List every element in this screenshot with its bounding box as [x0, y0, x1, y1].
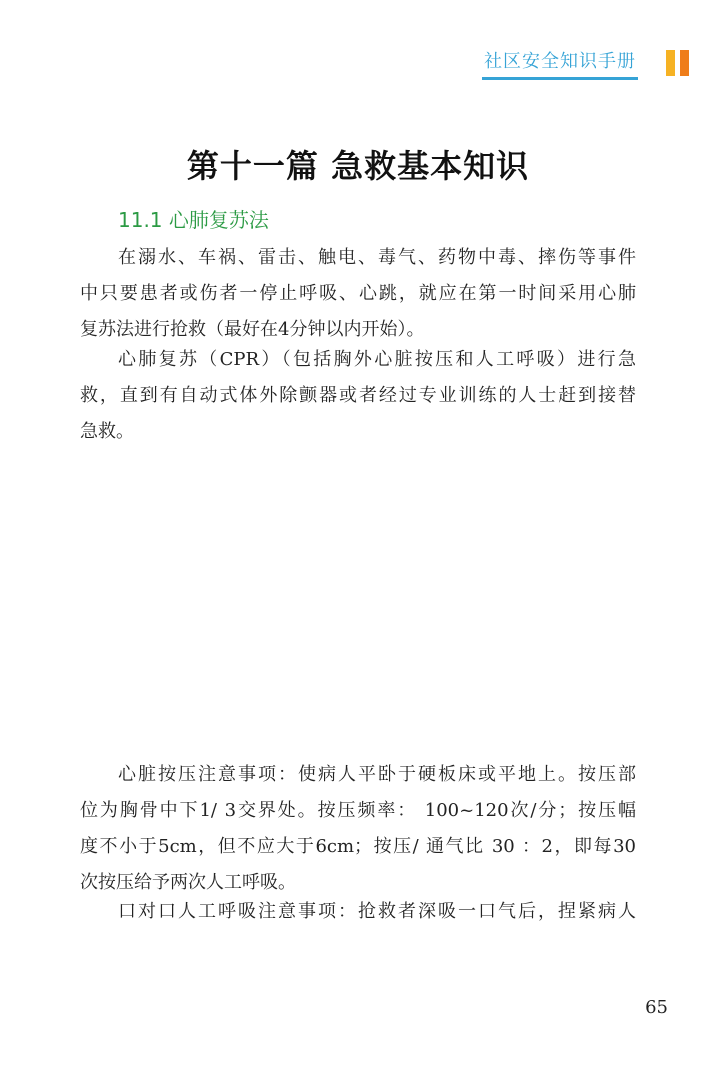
- yellow-bar: [666, 50, 675, 76]
- paragraph-2: [80, 342, 636, 450]
- paragraph-line: 次按压给予两次人工呼吸。: [80, 872, 296, 893]
- section-heading: 11.1 心肺复苏法: [118, 208, 269, 232]
- chapter-title: 第十一篇 急救基本知识: [186, 147, 530, 185]
- paragraph-3: [80, 757, 636, 901]
- paragraph-line: 口对口人工呼吸注意事项：抢救者深吸一口气后，捏紧病人: [118, 901, 636, 922]
- paragraph-line: 救，直到有自动式体外除颤器或者经过专业训练的人士赶到接替: [80, 385, 636, 406]
- paragraph-line: 在溺水、车祸、雷击、触电、毒气、药物中毒、摔伤等事件: [118, 247, 636, 268]
- paragraph-line: 度不小于5cm，但不应大于6cm；按压/ 通气比 30 ：2，即每30: [80, 836, 636, 857]
- paragraph-line: 心肺复苏（CPR）（包括胸外心脏按压和人工呼吸）进行急: [118, 349, 636, 370]
- paragraph-line: 位为胸骨中下1/ 3交界处。按压频率： 100~120次/分；按压幅: [80, 800, 636, 821]
- running-header: [482, 44, 638, 80]
- paragraph-line: 中只要患者或伤者一停止呼吸、心跳，就应在第一时间采用心肺: [80, 283, 636, 304]
- paragraph-line: 急救。: [80, 421, 134, 442]
- orange-bar: [680, 50, 689, 76]
- book-title: 社区安全知识手册: [482, 51, 638, 80]
- page-number: 65: [645, 997, 668, 1018]
- paragraph-line: 复苏法进行抢救（最好在4分钟以内开始）。: [80, 319, 425, 340]
- header-decoration: [654, 46, 694, 76]
- paragraph-1: [80, 240, 636, 348]
- paragraph-line: 心脏按压注意事项：使病人平卧于硬板床或平地上。按压部: [118, 764, 636, 785]
- paragraph-4: [80, 894, 636, 930]
